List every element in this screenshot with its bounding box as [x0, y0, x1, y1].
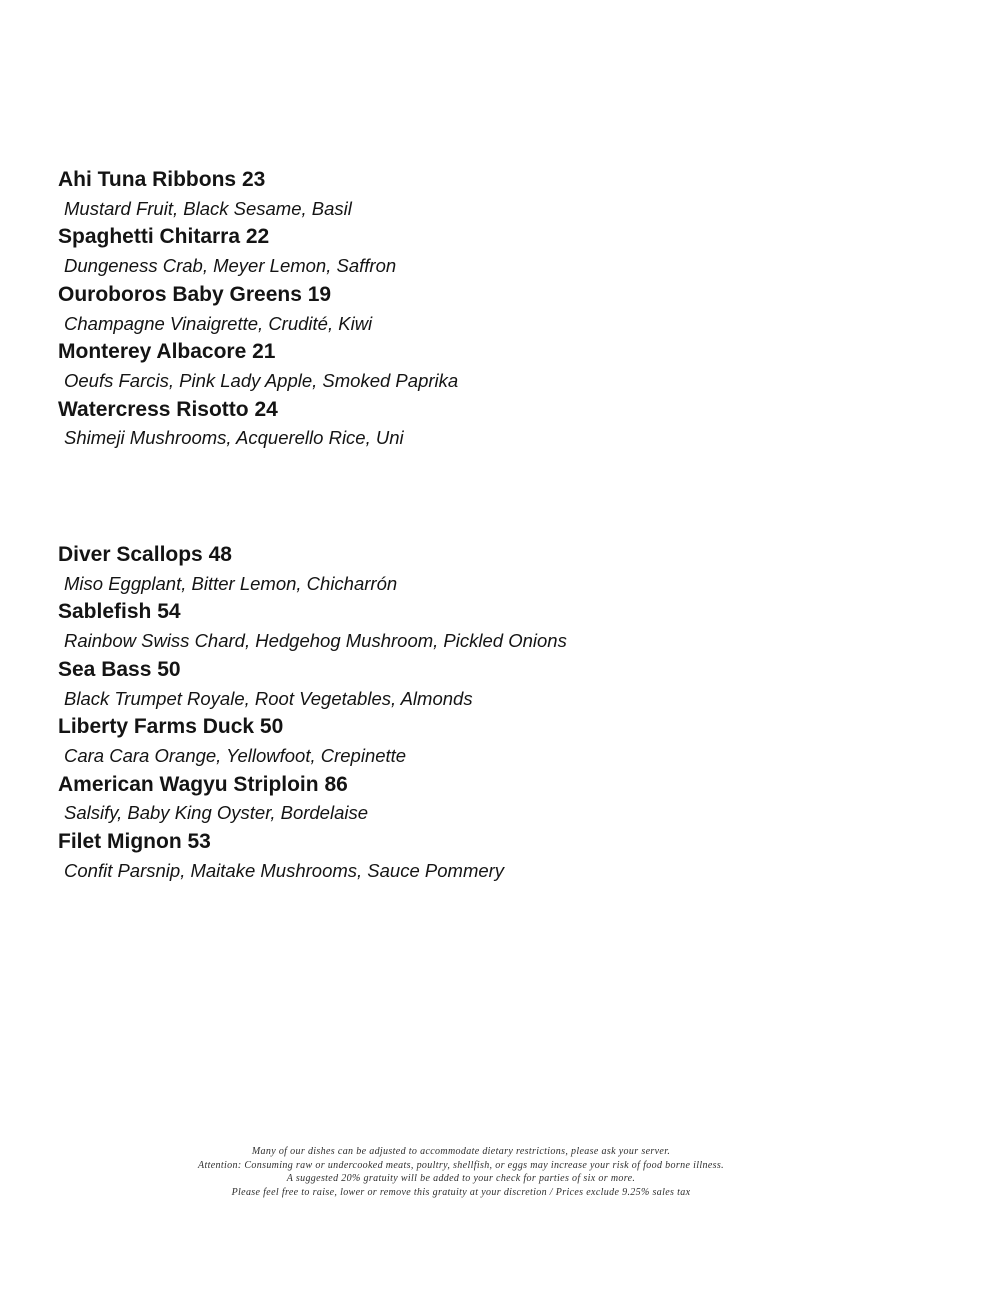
menu-item [58, 541, 918, 598]
menu-item [58, 338, 918, 395]
dish-description: Mustard Fruit, Black Sesame, Basil [64, 197, 352, 219]
dish-description: Dungeness Crab, Meyer Lemon, Saffron [64, 255, 397, 277]
menu-section-main-courses [58, 541, 918, 885]
dish-price: 22 [245, 225, 270, 249]
menu-footer [58, 1145, 864, 1199]
dish-name-line [58, 166, 918, 195]
dish-price: 24 [254, 397, 278, 421]
menu-item [58, 223, 918, 280]
dish-name: Ouroboros Baby Greens [58, 282, 302, 306]
dish-name-line [58, 281, 918, 310]
menu-item [58, 281, 918, 338]
dish-name: Watercress Risotto [58, 397, 249, 421]
dish-price: 19 [307, 282, 332, 306]
dish-name: Sea Bass [58, 657, 152, 681]
dish-name-line [58, 713, 918, 742]
dish-name: Sablefish [58, 600, 152, 624]
dish-description: Champagne Vinaigrette, Crudité, Kiwi [64, 312, 373, 334]
dish-name: Liberty Farms Duck [58, 715, 255, 739]
dish-name-line [58, 396, 918, 425]
dish-price: 50 [157, 657, 181, 681]
menu-section-first-courses [58, 166, 918, 453]
menu-item [58, 771, 918, 828]
dish-price: 86 [324, 772, 348, 796]
dish-description: Oeufs Farcis, Pink Lady Apple, Smoked Paprika [64, 369, 459, 391]
restaurant-menu [58, 166, 918, 885]
footer-consumer-advisory: Attention: Consuming raw or undercooked meats, poultry, shellfish, or eggs may increase your risk of food borne illness. [198, 1159, 724, 1171]
dish-price: 21 [252, 340, 276, 364]
dish-name: Monterey Albacore [58, 340, 247, 364]
dish-price: 23 [241, 168, 266, 191]
menu-item [58, 656, 918, 713]
menu-item [58, 713, 918, 770]
menu-item [58, 828, 918, 885]
dish-description: Miso Eggplant, Bitter Lemon, Chicharrón [64, 572, 398, 594]
dish-description: Shimeji Mushrooms, Acquerello Rice, Uni [64, 427, 404, 449]
dish-name-line [58, 338, 918, 367]
dish-name-line [58, 771, 918, 800]
dish-name-line [58, 656, 918, 685]
dish-name-line [58, 541, 918, 570]
dish-name-line [58, 598, 918, 627]
dish-price: 53 [187, 830, 211, 854]
dish-description: Black Trumpet Royale, Root Vegetables, Almonds [64, 687, 473, 709]
dish-price: 54 [157, 600, 181, 624]
dish-name: American Wagyu Striploin [58, 772, 319, 796]
footer-dietary-note: Many of our dishes can be adjusted to accommodate dietary restrictions, please ask your server. [251, 1146, 671, 1157]
menu-item [58, 396, 918, 453]
dish-name-line [58, 223, 918, 252]
dish-name: Ahi Tuna Ribbons [58, 168, 237, 191]
dish-description: Rainbow Swiss Chard, Hedgehog Mushroom, Pickled Onions [64, 630, 567, 652]
dish-description: Cara Cara Orange, Yellowfoot, Crepinette [64, 744, 407, 766]
footer-gratuity-note: A suggested 20% gratuity will be added to your check for parties of six or more. [286, 1173, 636, 1184]
dish-price: 50 [259, 715, 284, 739]
menu-item [58, 166, 918, 223]
dish-name: Diver Scallops [58, 543, 203, 567]
dish-description: Confit Parsnip, Maitake Mushrooms, Sauce Pommery [64, 859, 505, 881]
dish-name-line [58, 828, 918, 857]
dish-name: Filet Mignon [58, 830, 182, 854]
menu-item [58, 598, 918, 655]
dish-name: Spaghetti Chitarra [58, 225, 241, 249]
footer-tax-note: Please feel free to raise, lower or remove this gratuity at your discretion / Prices exclude 9.25% sales tax [231, 1186, 691, 1198]
dish-price: 48 [208, 543, 232, 567]
dish-description: Salsify, Baby King Oyster, Bordelaise [64, 802, 369, 824]
